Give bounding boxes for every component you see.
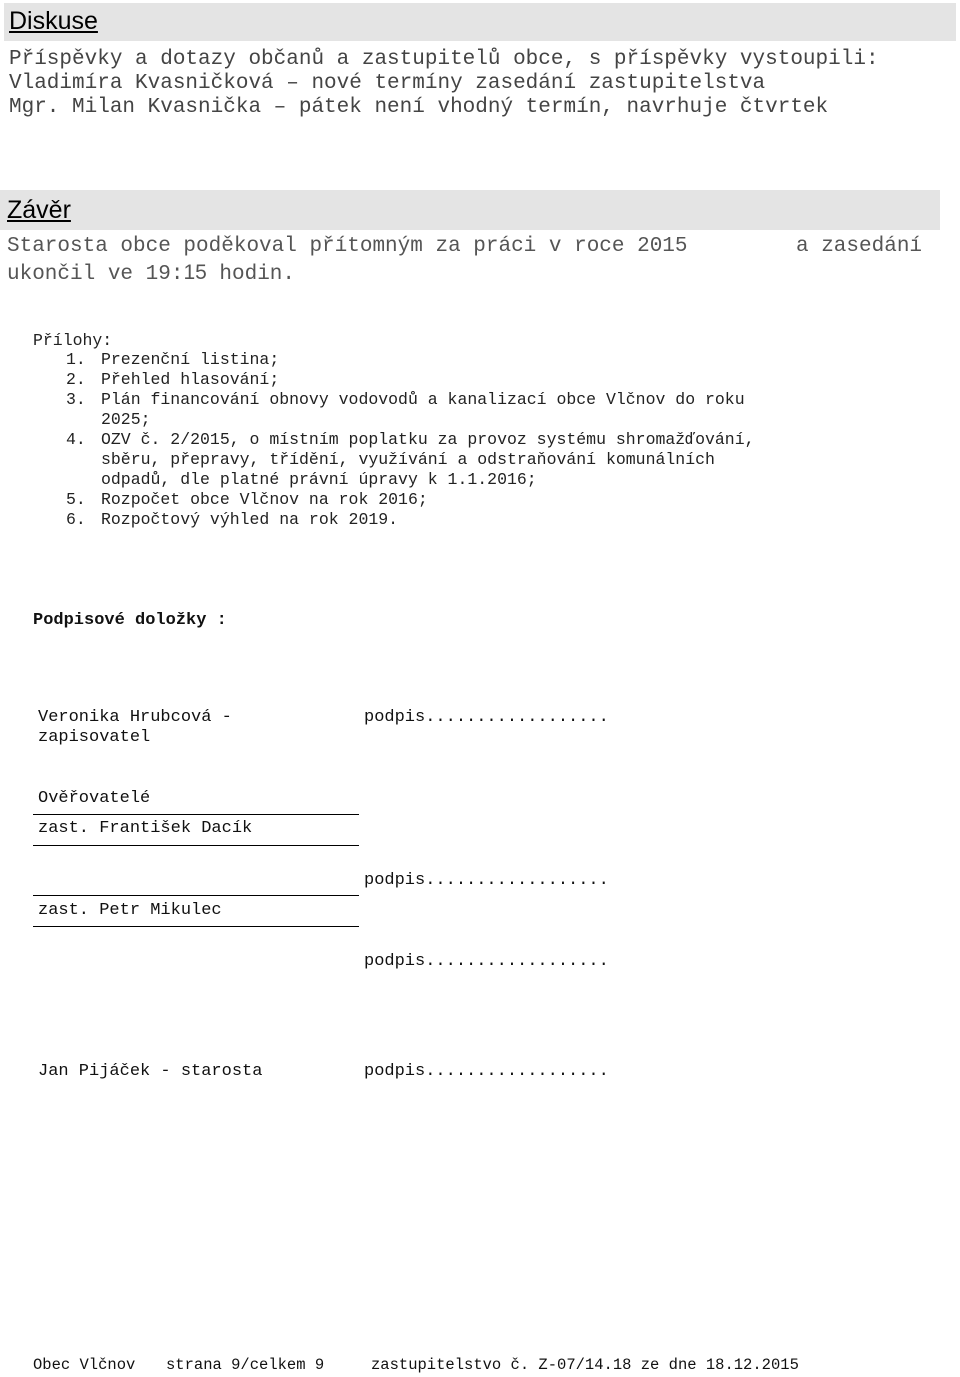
diskuse-line-3: Mgr. Milan Kvasnička – pátek není vhodný termín, navrhuje čtvrtek [9,96,829,119]
prilohy-item-4-text-2: sběru, přepravy, třídění, využívání a odstraňování komunálních [101,450,715,469]
prilohy-item-2-num: 2. [66,370,86,389]
footer-page: strana 9/celkem 9 [166,1356,325,1374]
prilohy-item-5-text: Rozpočet obce Vlčnov na rok 2016; [101,490,428,509]
zaver-line-1a: Starosta obce poděkoval přítomným za práci v roce 2015 [7,235,688,258]
verifier-1-name: zast. František Dacík [38,819,253,838]
verifiers-heading: Ověřovatelé [38,789,151,808]
diskuse-header-bar [4,3,956,41]
verifier-2-name: zast. Petr Mikulec [38,901,222,920]
footer-org: Obec Vlčnov [33,1356,136,1374]
prilohy-item-4-num: 4. [66,430,86,449]
writer-sign-line: podpis.................. [364,708,609,727]
mayor-sign-line: podpis.................. [364,1062,609,1081]
prilohy-item-3-num: 3. [66,390,86,409]
verifiers-rule-1 [33,814,359,815]
zaver-line-2 [7,261,295,286]
prilohy-item-3-text-1: Plán financování obnovy vodovodů a kanalizací obce Vlčnov do roku [101,390,745,409]
zaver-line-2b: hodin. [206,263,296,286]
diskuse-line-1: Příspěvky a dotazy občanů a zastupitelů obce, s příspěvky vystoupili: [9,48,879,71]
verifier-1-sign-line: podpis.................. [364,871,609,890]
verifiers-rule-4 [33,926,359,927]
writer-role: zapisovatel [38,728,151,747]
prilohy-item-4-text-3: odpadů, dle platné právní úpravy k 1.1.2016; [101,470,537,489]
zaver-time: 15 [183,261,207,284]
verifier-2-sign-line: podpis.................. [364,952,609,971]
diskuse-title: Diskuse [9,7,98,35]
prilohy-item-3-text-2: 2025; [101,410,151,429]
prilohy-item-1-text: Prezenční listina; [101,350,280,369]
footer-doc: zastupitelstvo č. Z-07/14.18 ze dne 18.12.2015 [371,1356,799,1374]
mayor-name: Jan Pijáček - starosta [38,1062,263,1081]
prilohy-item-1-num: 1. [66,350,86,369]
prilohy-label: Přílohy: [33,331,113,350]
diskuse-line-2: Vladimíra Kvasničková – nové termíny zasedání zastupitelstva [9,72,766,95]
prilohy-item-6-num: 6. [66,510,86,529]
signatures-heading: Podpisové doložky : [33,611,227,630]
prilohy-item-6-text: Rozpočtový výhled na rok 2019. [101,510,399,529]
verifiers-rule-2 [33,845,359,846]
zaver-line-2a: ukončil ve 19: [7,263,184,286]
prilohy-item-4-text-1: OZV č. 2/2015, o místním poplatku za provoz systému shromažďování, [101,430,755,449]
zaver-line-1b: a zasedání [796,235,923,258]
zaver-header-bar [0,190,940,230]
zaver-title: Závěr [7,196,71,224]
writer-name: Veronika Hrubcová - [38,708,232,727]
verifiers-rule-3 [33,895,359,896]
prilohy-item-5-num: 5. [66,490,86,509]
prilohy-item-2-text: Přehled hlasování; [101,370,280,389]
